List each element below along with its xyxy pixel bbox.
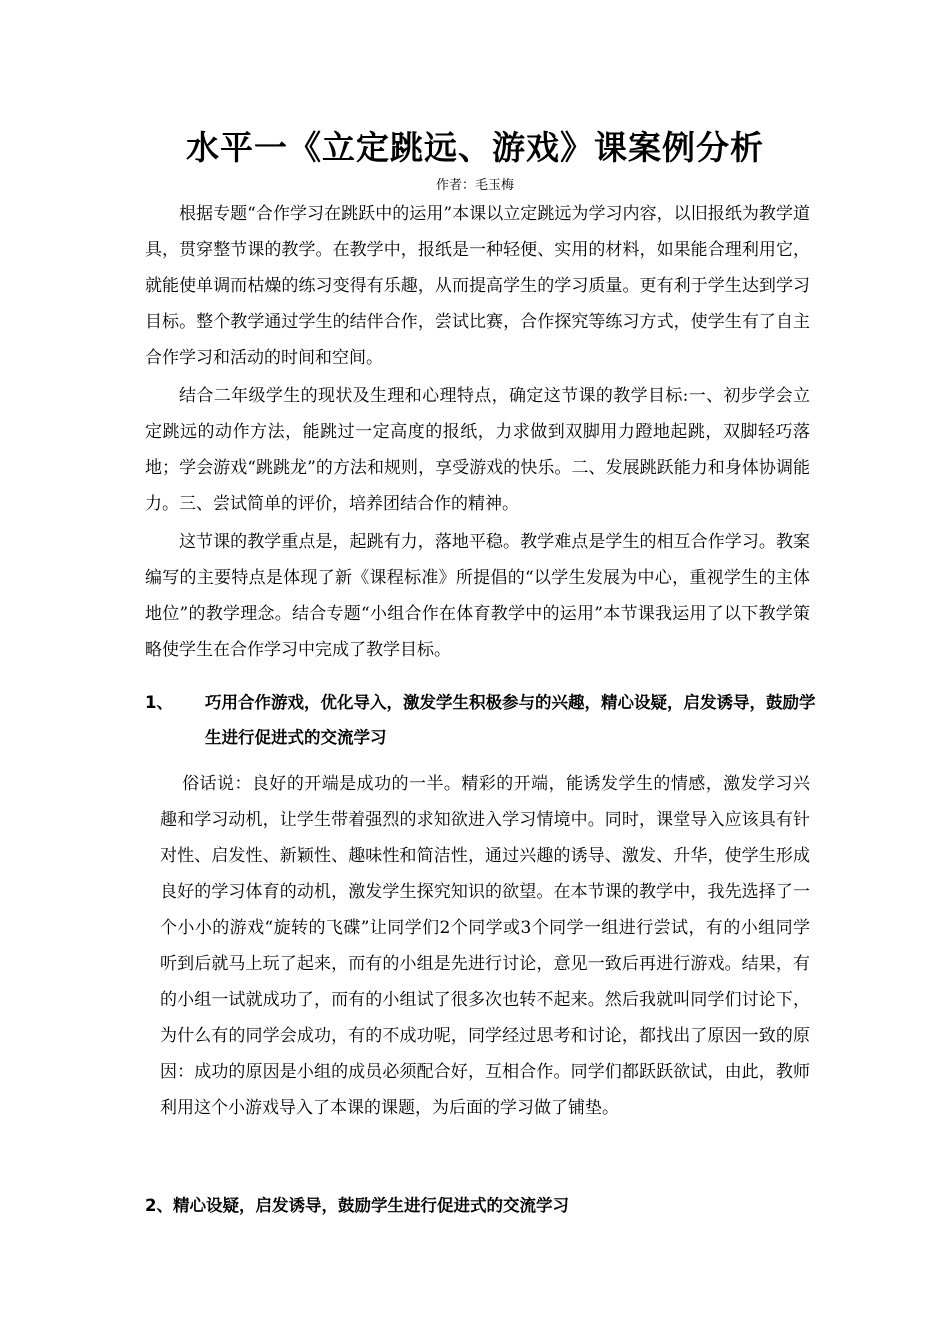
section-1-number: 1、: [145, 693, 173, 712]
section-1-heading: [145, 685, 825, 755]
section-1-body: 俗话说：良好的开端是成功的一半。精彩的开端，能诱发学生的情感，激发学习兴趣和学习动机，让学生带着强烈的求知欲进入学习情境中。同时，课堂导入应该具有针对性、启发性、新颖性、趣味性和简洁性，通过兴趣的诱导、激发、升华，使学生形成良好的学习体育的动机，激发学生探究知识的欲望。在本节课的教学中，我先选择了一个小小的游戏“旋转的飞碟”让同学们2个同学或3个同学一组进行尝试，有的小组同学听到后就马上玩了起来，而有的小组是先进行讨论，意见一致后再进行游戏。结果，有的小组一试就成功了，而有的小组试了很多次也转不起来。然后我就叫同学们讨论下，为什么有的同学会成功，有的不成功呢，同学经过思考和讨论，都找出了原因一致的原因：成功的原因是小组的成员必须配合好，互相合作。同学们都跃跃欲试，由此，教师利用这个小游戏导入了本课的课题，为后面的学习做了铺垫。: [160, 774, 810, 1118]
intro-paragraph: 根据专题“合作学习在跳跃中的运用”本课以立定跳远为学习内容，以旧报纸为教学道具，贯穿整节课的教学。在教学中，报纸是一种轻便、实用的材料，如果能合理利用它，就能使单调而枯燥的练习变得有乐趣，从而提高学生的学习质量。更有利于学生达到学习目标。整个教学通过学生的结伴合作，尝试比赛，合作探究等练习方式，使学生有了自主合作学习和活动的时间和空间。: [145, 204, 810, 368]
section-1-heading-text: 巧用合作游戏，优化导入，激发学生积极参与的兴趣，精心设疑，启发诱导，鼓励学生进行促进式的交流学习: [205, 693, 816, 747]
focus-paragraph: 这节课的教学重点是，起跳有力，落地平稳。教学难点是学生的相互合作学习。教案编写的主要特点是体现了新《课程标准》所提倡的“以学生发展为中心，重视学生的主体地位”的教学理念。结合专题“小组合作在体育教学中的运用”本节课我运用了以下教学策略使学生在合作学习中完成了教学目标。: [145, 532, 810, 660]
document-title: 水平一《立定跳远、游戏》课案例分析: [186, 128, 764, 167]
objectives-paragraph: 结合二年级学生的现状及生理和心理特点，确定这节课的教学目标:一、初步学会立定跳远的动作方法，能跳过一定高度的报纸，力求做到双脚用力蹬地起跳，双脚轻巧落地；学会游戏“跳跳龙”的方法和规则，享受游戏的快乐。二、发展跳跃能力和身体协调能力。三、尝试简单的评价，培养团结合作的精神。: [145, 386, 810, 514]
author-line: 作者：毛玉梅: [435, 178, 514, 193]
section-2-heading: 2、精心设疑，启发诱导，鼓励学生进行促进式的交流学习: [145, 1196, 569, 1215]
